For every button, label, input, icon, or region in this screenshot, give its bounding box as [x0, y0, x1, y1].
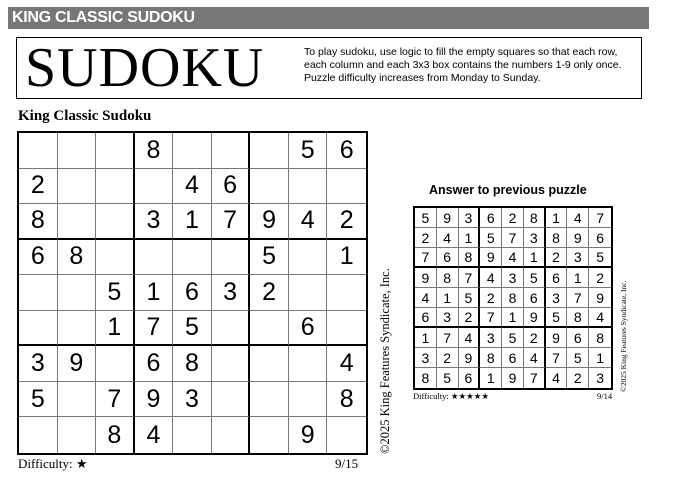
sudoku-grid: [17, 131, 368, 455]
answer-cell: 1: [480, 368, 502, 388]
answer-cell: 6: [546, 268, 568, 288]
sudoku-cell[interactable]: [212, 417, 251, 453]
sudoku-cell[interactable]: [173, 133, 212, 169]
sudoku-cell[interactable]: [135, 240, 174, 276]
sudoku-cell[interactable]: 3: [173, 382, 212, 418]
banner: [8, 7, 649, 29]
sudoku-cell[interactable]: [327, 311, 366, 347]
answer-cell: 9: [546, 328, 568, 348]
sudoku-cell[interactable]: 8: [58, 240, 97, 276]
answer-cell: 1: [524, 248, 546, 268]
sudoku-cell[interactable]: [58, 382, 97, 418]
copyright-main: ©2025 King Features Syndicate, Inc.: [378, 268, 392, 454]
sudoku-cell[interactable]: [58, 169, 97, 205]
sudoku-cell[interactable]: [250, 169, 289, 205]
answer-cell: 5: [589, 248, 611, 268]
answer-cell: 4: [437, 228, 459, 248]
sudoku-cell[interactable]: 6: [327, 133, 366, 169]
answer-cell: 6: [459, 368, 481, 388]
copyright-answer: ©2025 King Features Syndicate, Inc.: [619, 280, 628, 392]
answer-cell: 8: [437, 268, 459, 288]
answer-cell: 3: [596, 370, 604, 386]
puzzle-date: 9/15: [335, 456, 359, 471]
sudoku-cell[interactable]: [327, 417, 366, 453]
answer-cell: 3: [502, 268, 524, 288]
answer-cell: 2: [502, 208, 524, 228]
sudoku-cell[interactable]: 8: [327, 382, 366, 418]
sudoku-cell[interactable]: 5: [19, 382, 58, 418]
answer-cell: 9: [437, 208, 459, 228]
answer-cell: 4: [480, 268, 502, 288]
sudoku-cell[interactable]: [250, 382, 289, 418]
answer-cell: 1: [459, 228, 481, 248]
answer-cell: 9: [567, 228, 589, 248]
answer-cell: 8: [415, 368, 437, 388]
answer-cell: 6: [567, 328, 589, 348]
answer-cell: 8: [459, 248, 481, 268]
sudoku-cell[interactable]: 9: [289, 417, 328, 453]
header-box: [16, 37, 642, 99]
answer-date: 9/14: [597, 391, 613, 401]
sudoku-cell[interactable]: [58, 133, 97, 169]
sudoku-cell[interactable]: 6: [19, 240, 58, 276]
answer-cell: 5: [437, 368, 459, 388]
sudoku-cell[interactable]: 1: [327, 240, 366, 276]
sudoku-cell[interactable]: 4: [327, 346, 366, 382]
sudoku-cell[interactable]: [19, 133, 58, 169]
sudoku-cell[interactable]: 3: [135, 204, 174, 240]
sudoku-cell[interactable]: 9: [135, 382, 174, 418]
sudoku-cell[interactable]: [327, 275, 366, 311]
answer-cell: 2: [567, 368, 589, 388]
sudoku-cell[interactable]: 2: [327, 204, 366, 240]
sudoku-cell[interactable]: [96, 240, 135, 276]
sudoku-cell[interactable]: [289, 240, 328, 276]
answer-cell: 9: [459, 348, 481, 368]
sudoku-cell[interactable]: [173, 240, 212, 276]
answer-cell: 4: [459, 328, 481, 348]
answer-cell: 2: [546, 248, 568, 268]
answer-grid: [413, 206, 613, 390]
sudoku-cell[interactable]: 1: [135, 275, 174, 311]
sudoku-cell[interactable]: 6: [173, 275, 212, 311]
answer-cell: 8: [567, 308, 589, 328]
answer-cell: 6: [589, 228, 611, 248]
sudoku-cell[interactable]: 5: [289, 133, 328, 169]
answer-cell: 2: [480, 288, 502, 308]
sudoku-cell[interactable]: [212, 311, 251, 347]
sudoku-cell[interactable]: [289, 346, 328, 382]
answer-cell: 5: [567, 348, 589, 368]
sudoku-cell[interactable]: [250, 133, 289, 169]
answer-difficulty: Difficulty: ★★★★★: [413, 391, 489, 401]
answer-cell: 6: [502, 348, 524, 368]
sudoku-cell[interactable]: [250, 417, 289, 453]
sudoku-cell[interactable]: [58, 275, 97, 311]
sudoku-cell[interactable]: 4: [289, 204, 328, 240]
sudoku-cell[interactable]: [96, 133, 135, 169]
sudoku-cell[interactable]: 8: [19, 204, 58, 240]
puzzle-difficulty: Difficulty: ★: [18, 456, 88, 471]
sudoku-cell[interactable]: [212, 382, 251, 418]
answer-cell: 2: [437, 348, 459, 368]
answer-cell: 2: [459, 308, 481, 328]
sudoku-cell[interactable]: [289, 275, 328, 311]
sudoku-cell[interactable]: 6: [289, 311, 328, 347]
answer-cell: 3: [415, 348, 437, 368]
answer-cell: 8: [480, 348, 502, 368]
banner-title: KING CLASSIC SUDOKU: [12, 9, 195, 26]
answer-cell: 7: [480, 308, 502, 328]
answer-cell: 2: [415, 228, 437, 248]
answer-cell: 7: [415, 248, 437, 268]
sudoku-cell[interactable]: [212, 346, 251, 382]
sudoku-cell[interactable]: [58, 417, 97, 453]
answer-cell: 1: [437, 288, 459, 308]
sudoku-cell[interactable]: [289, 169, 328, 205]
sudoku-cell[interactable]: 5: [96, 275, 135, 311]
answer-cell: 6: [415, 308, 437, 328]
answer-cell: 5: [524, 268, 546, 288]
sudoku-cell[interactable]: 3: [19, 346, 58, 382]
answer-cell: 1: [567, 268, 589, 288]
answer-cell: 9: [589, 288, 611, 308]
sudoku-cell[interactable]: 7: [135, 311, 174, 347]
answer-cell: 9: [502, 368, 524, 388]
sudoku-cell[interactable]: 9: [250, 204, 289, 240]
sudoku-cell[interactable]: 9: [58, 346, 97, 382]
sudoku-cell[interactable]: [173, 417, 212, 453]
sudoku-cell[interactable]: [212, 133, 251, 169]
sudoku-cell[interactable]: [96, 346, 135, 382]
answer-cell: 3: [459, 208, 481, 228]
answer-cell: 5: [502, 328, 524, 348]
answer-cell: 5: [480, 228, 502, 248]
answer-cell: 3: [546, 288, 568, 308]
sudoku-cell[interactable]: 4: [135, 417, 174, 453]
sudoku-cell[interactable]: [212, 240, 251, 276]
answer-cell: 8: [546, 228, 568, 248]
sudoku-cell[interactable]: 5: [173, 311, 212, 347]
answer-cell: 7: [567, 288, 589, 308]
answer-cell: 3: [437, 308, 459, 328]
answer-cell: 8: [524, 208, 546, 228]
sudoku-cell[interactable]: [19, 417, 58, 453]
sudoku-cell[interactable]: 8: [173, 346, 212, 382]
sudoku-cell[interactable]: [19, 275, 58, 311]
sudoku-cell[interactable]: [58, 311, 97, 347]
answer-cell: 7: [437, 328, 459, 348]
answer-cell: 3: [480, 328, 502, 348]
page-title: SUDOKU: [25, 37, 265, 99]
sudoku-cell[interactable]: 4: [173, 169, 212, 205]
answer-cell: 7: [459, 268, 481, 288]
sudoku-cell[interactable]: [96, 204, 135, 240]
answer-cell: 4: [546, 368, 568, 388]
answer-cell: 8: [502, 288, 524, 308]
answer-cell: 7: [589, 208, 611, 228]
sudoku-cell[interactable]: [250, 346, 289, 382]
sudoku-cell[interactable]: 2: [19, 169, 58, 205]
sudoku-cell[interactable]: [250, 311, 289, 347]
answer-cell: 8: [589, 328, 611, 348]
sudoku-cell[interactable]: [135, 169, 174, 205]
answer-cell: 1: [589, 348, 611, 368]
answer-cell: 3: [567, 248, 589, 268]
answer-cell: 7: [502, 228, 524, 248]
sudoku-cell[interactable]: 8: [135, 133, 174, 169]
answer-cell: 1: [546, 208, 568, 228]
answer-cell: 9: [524, 308, 546, 328]
sudoku-cell[interactable]: 2: [250, 275, 289, 311]
sudoku-cell[interactable]: 7: [212, 204, 251, 240]
answer-cell: 7: [546, 348, 568, 368]
sudoku-cell[interactable]: [289, 382, 328, 418]
sudoku-cell[interactable]: [327, 169, 366, 205]
answer-cell: 9: [415, 268, 437, 288]
sudoku-cell[interactable]: 5: [250, 240, 289, 276]
answer-cell: 5: [415, 208, 437, 228]
answer-cell: 4: [502, 248, 524, 268]
answer-cell: 4: [589, 308, 611, 328]
sudoku-cell[interactable]: 8: [96, 417, 135, 453]
sudoku-cell[interactable]: 6: [135, 346, 174, 382]
sudoku-cell[interactable]: [58, 204, 97, 240]
answer-cell: 5: [459, 288, 481, 308]
answer-cell: 2: [589, 268, 611, 288]
answer-cell: 1: [415, 328, 437, 348]
answer-cell: 6: [437, 248, 459, 268]
sudoku-cell[interactable]: 7: [96, 382, 135, 418]
answer-cell: 3: [524, 228, 546, 248]
sudoku-cell[interactable]: 1: [173, 204, 212, 240]
answer-cell: 4: [567, 208, 589, 228]
instructions-text: To play sudoku, use logic to fill the empty squares so that each row, each column and each 3x3 box contains the numbers 1-9 only once. Puzzle difficulty increases from Monday to Sunday.: [304, 46, 622, 84]
sudoku-cell[interactable]: 6: [212, 169, 251, 205]
answer-cell: 7: [524, 368, 546, 388]
answer-cell: 2: [524, 328, 546, 348]
answer-cell: 5: [546, 308, 568, 328]
sudoku-cell[interactable]: 3: [212, 275, 251, 311]
sudoku-cell[interactable]: [19, 311, 58, 347]
puzzle-title: King Classic Sudoku: [18, 108, 152, 124]
answer-cell: 6: [524, 288, 546, 308]
answer-cell: 1: [502, 308, 524, 328]
answer-title: Answer to previous puzzle: [429, 183, 587, 197]
answer-cell: 4: [524, 348, 546, 368]
answer-cell: 9: [480, 248, 502, 268]
answer-cell: 6: [480, 208, 502, 228]
sudoku-cell[interactable]: [96, 169, 135, 205]
answer-cell: 4: [415, 288, 437, 308]
sudoku-cell[interactable]: 1: [96, 311, 135, 347]
